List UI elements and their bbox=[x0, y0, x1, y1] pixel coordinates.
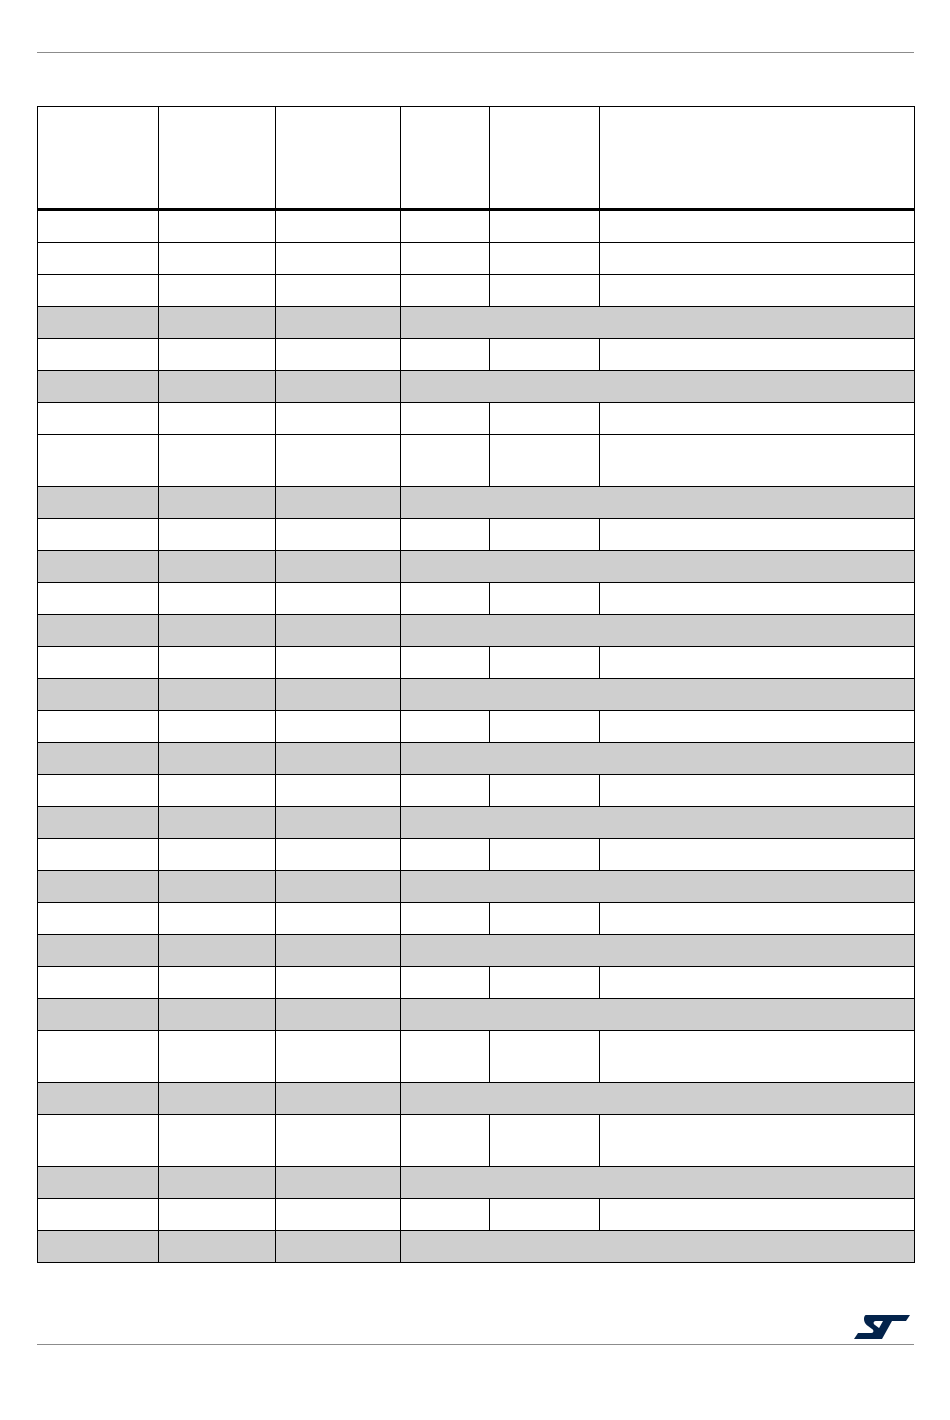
table-cell bbox=[401, 871, 915, 903]
table-cell bbox=[38, 210, 159, 243]
table-cell bbox=[276, 647, 401, 679]
table-cell bbox=[38, 275, 159, 307]
st-logo-icon bbox=[852, 1313, 910, 1341]
table-cell bbox=[276, 743, 401, 775]
table-cell bbox=[38, 807, 159, 839]
table-cell bbox=[276, 903, 401, 935]
table-row bbox=[38, 551, 915, 583]
table-cell bbox=[276, 935, 401, 967]
footer-rule bbox=[37, 1344, 914, 1345]
table-cell bbox=[490, 839, 600, 871]
table-cell bbox=[159, 1199, 276, 1231]
table-cell bbox=[401, 583, 490, 615]
table-cell bbox=[600, 1199, 915, 1231]
column-header bbox=[276, 107, 401, 210]
table-cell bbox=[401, 243, 490, 275]
table-cell bbox=[159, 743, 276, 775]
table-cell bbox=[38, 435, 159, 487]
table-cell bbox=[401, 307, 915, 339]
table-cell bbox=[38, 243, 159, 275]
table-cell bbox=[600, 711, 915, 743]
table-cell bbox=[401, 903, 490, 935]
table-cell bbox=[401, 743, 915, 775]
table-cell bbox=[401, 371, 915, 403]
table-cell bbox=[276, 1115, 401, 1167]
column-header bbox=[159, 107, 276, 210]
table-cell bbox=[490, 1115, 600, 1167]
table-cell bbox=[401, 1231, 915, 1263]
table-cell bbox=[276, 371, 401, 403]
table-row bbox=[38, 1231, 915, 1263]
table-cell bbox=[159, 1031, 276, 1083]
table-cell bbox=[276, 210, 401, 243]
table-cell bbox=[38, 371, 159, 403]
table-cell bbox=[401, 935, 915, 967]
table-row bbox=[38, 775, 915, 807]
table-cell bbox=[38, 1167, 159, 1199]
table-cell bbox=[38, 903, 159, 935]
table-cell bbox=[600, 339, 915, 371]
table-cell bbox=[600, 839, 915, 871]
table-cell bbox=[159, 679, 276, 711]
table-cell bbox=[276, 775, 401, 807]
table-cell bbox=[159, 275, 276, 307]
table-cell bbox=[401, 487, 915, 519]
table-cell bbox=[600, 1115, 915, 1167]
table-row bbox=[38, 743, 915, 775]
table-cell bbox=[38, 551, 159, 583]
table-cell bbox=[159, 1115, 276, 1167]
table-row bbox=[38, 967, 915, 999]
table-cell bbox=[38, 999, 159, 1031]
table-cell bbox=[276, 403, 401, 435]
table-cell bbox=[38, 1083, 159, 1115]
table-cell bbox=[38, 647, 159, 679]
table-cell bbox=[159, 615, 276, 647]
table-row bbox=[38, 711, 915, 743]
table-cell bbox=[159, 711, 276, 743]
table-cell bbox=[276, 679, 401, 711]
table-cell bbox=[276, 487, 401, 519]
table-cell bbox=[600, 403, 915, 435]
table-cell bbox=[159, 839, 276, 871]
table-row bbox=[38, 307, 915, 339]
table-cell bbox=[159, 583, 276, 615]
table-cell bbox=[600, 775, 915, 807]
table-cell bbox=[38, 935, 159, 967]
table-cell bbox=[490, 967, 600, 999]
table-row bbox=[38, 679, 915, 711]
table-row bbox=[38, 210, 915, 243]
table-cell bbox=[401, 807, 915, 839]
table-cell bbox=[159, 871, 276, 903]
table-cell bbox=[490, 647, 600, 679]
table-cell bbox=[490, 775, 600, 807]
table-cell bbox=[38, 1031, 159, 1083]
table-row bbox=[38, 519, 915, 551]
table-cell bbox=[276, 615, 401, 647]
table-cell bbox=[600, 435, 915, 487]
table-cell bbox=[38, 583, 159, 615]
table-cell bbox=[600, 647, 915, 679]
table-cell bbox=[38, 403, 159, 435]
table-cell bbox=[490, 275, 600, 307]
table-row bbox=[38, 615, 915, 647]
table-cell bbox=[38, 339, 159, 371]
table-header bbox=[38, 107, 915, 210]
table-cell bbox=[276, 1031, 401, 1083]
table-cell bbox=[401, 551, 915, 583]
table-cell bbox=[276, 435, 401, 487]
table-cell bbox=[401, 615, 915, 647]
table-cell bbox=[276, 1231, 401, 1263]
table-cell bbox=[600, 243, 915, 275]
table-cell bbox=[159, 519, 276, 551]
table-cell bbox=[600, 583, 915, 615]
table-row bbox=[38, 871, 915, 903]
table-cell bbox=[159, 775, 276, 807]
st-logo-mark bbox=[854, 1315, 910, 1339]
table-cell bbox=[600, 275, 915, 307]
table-cell bbox=[159, 435, 276, 487]
table-cell bbox=[159, 903, 276, 935]
table-cell bbox=[276, 243, 401, 275]
table-cell bbox=[159, 1231, 276, 1263]
table-cell bbox=[401, 647, 490, 679]
table-cell bbox=[276, 1083, 401, 1115]
table-cell bbox=[159, 999, 276, 1031]
table-row bbox=[38, 647, 915, 679]
column-header bbox=[600, 107, 915, 210]
table-cell bbox=[490, 403, 600, 435]
table-cell bbox=[401, 339, 490, 371]
table-row bbox=[38, 275, 915, 307]
table-cell bbox=[276, 275, 401, 307]
table-cell bbox=[159, 935, 276, 967]
table-cell bbox=[401, 275, 490, 307]
table-cell bbox=[401, 1031, 490, 1083]
table-cell bbox=[401, 679, 915, 711]
table-cell bbox=[38, 839, 159, 871]
table-cell bbox=[401, 210, 490, 243]
table-cell bbox=[490, 519, 600, 551]
table-cell bbox=[159, 807, 276, 839]
table-cell bbox=[159, 647, 276, 679]
table-cell bbox=[490, 243, 600, 275]
table-cell bbox=[276, 999, 401, 1031]
table-row bbox=[38, 807, 915, 839]
table-cell bbox=[490, 903, 600, 935]
table-cell bbox=[600, 210, 915, 243]
table-cell bbox=[159, 1167, 276, 1199]
table-cell bbox=[600, 1031, 915, 1083]
table-row bbox=[38, 1083, 915, 1115]
table-cell bbox=[159, 487, 276, 519]
register-table bbox=[37, 106, 915, 1263]
table-cell bbox=[159, 243, 276, 275]
table-cell bbox=[401, 967, 490, 999]
table-cell bbox=[401, 519, 490, 551]
column-header bbox=[401, 107, 490, 210]
table-cell bbox=[401, 1199, 490, 1231]
table-cell bbox=[276, 967, 401, 999]
table-cell bbox=[401, 839, 490, 871]
header-rule bbox=[37, 52, 914, 53]
table-cell bbox=[401, 1167, 915, 1199]
table-cell bbox=[159, 210, 276, 243]
table-cell bbox=[490, 210, 600, 243]
table-cell bbox=[600, 519, 915, 551]
table-row bbox=[38, 403, 915, 435]
table-cell bbox=[159, 403, 276, 435]
table-cell bbox=[159, 339, 276, 371]
table-cell bbox=[38, 775, 159, 807]
table-cell bbox=[276, 307, 401, 339]
table-row bbox=[38, 1167, 915, 1199]
table-cell bbox=[159, 1083, 276, 1115]
table-cell bbox=[276, 1167, 401, 1199]
table-cell bbox=[401, 435, 490, 487]
table-cell bbox=[276, 839, 401, 871]
table-cell bbox=[490, 583, 600, 615]
table-cell bbox=[159, 967, 276, 999]
table-cell bbox=[490, 1199, 600, 1231]
table-cell bbox=[276, 807, 401, 839]
table-cell bbox=[38, 1115, 159, 1167]
table-cell bbox=[276, 551, 401, 583]
table-cell bbox=[38, 487, 159, 519]
table-cell bbox=[490, 339, 600, 371]
table-row bbox=[38, 435, 915, 487]
table-cell bbox=[490, 1031, 600, 1083]
table-cell bbox=[276, 1199, 401, 1231]
table-row bbox=[38, 1115, 915, 1167]
table-cell bbox=[38, 1231, 159, 1263]
table-row bbox=[38, 487, 915, 519]
table-cell bbox=[159, 307, 276, 339]
table-cell bbox=[401, 711, 490, 743]
table-row bbox=[38, 1199, 915, 1231]
table-cell bbox=[38, 307, 159, 339]
table-cell bbox=[38, 967, 159, 999]
table-cell bbox=[401, 1115, 490, 1167]
table-cell bbox=[276, 583, 401, 615]
table-cell bbox=[276, 871, 401, 903]
table-cell bbox=[600, 903, 915, 935]
table-row bbox=[38, 839, 915, 871]
table-row bbox=[38, 935, 915, 967]
table-cell bbox=[401, 775, 490, 807]
table-cell bbox=[600, 967, 915, 999]
table-cell bbox=[38, 1199, 159, 1231]
table-cell bbox=[38, 615, 159, 647]
table-cell bbox=[401, 1083, 915, 1115]
table-cell bbox=[490, 435, 600, 487]
table-row bbox=[38, 903, 915, 935]
table-cell bbox=[38, 519, 159, 551]
column-header bbox=[38, 107, 159, 210]
table-cell bbox=[276, 339, 401, 371]
table-row bbox=[38, 999, 915, 1031]
table-cell bbox=[38, 679, 159, 711]
table-row bbox=[38, 1031, 915, 1083]
table-row bbox=[38, 371, 915, 403]
table-cell bbox=[276, 519, 401, 551]
table-row bbox=[38, 339, 915, 371]
table-cell bbox=[38, 743, 159, 775]
table-body bbox=[38, 210, 915, 1263]
table-row bbox=[38, 243, 915, 275]
table-cell bbox=[38, 871, 159, 903]
table-cell bbox=[401, 999, 915, 1031]
table-cell bbox=[159, 551, 276, 583]
header-row bbox=[38, 107, 915, 210]
table-cell bbox=[401, 403, 490, 435]
table-cell bbox=[490, 711, 600, 743]
table-cell bbox=[276, 711, 401, 743]
column-header bbox=[490, 107, 600, 210]
table-cell bbox=[159, 371, 276, 403]
table-row bbox=[38, 583, 915, 615]
table-cell bbox=[38, 711, 159, 743]
